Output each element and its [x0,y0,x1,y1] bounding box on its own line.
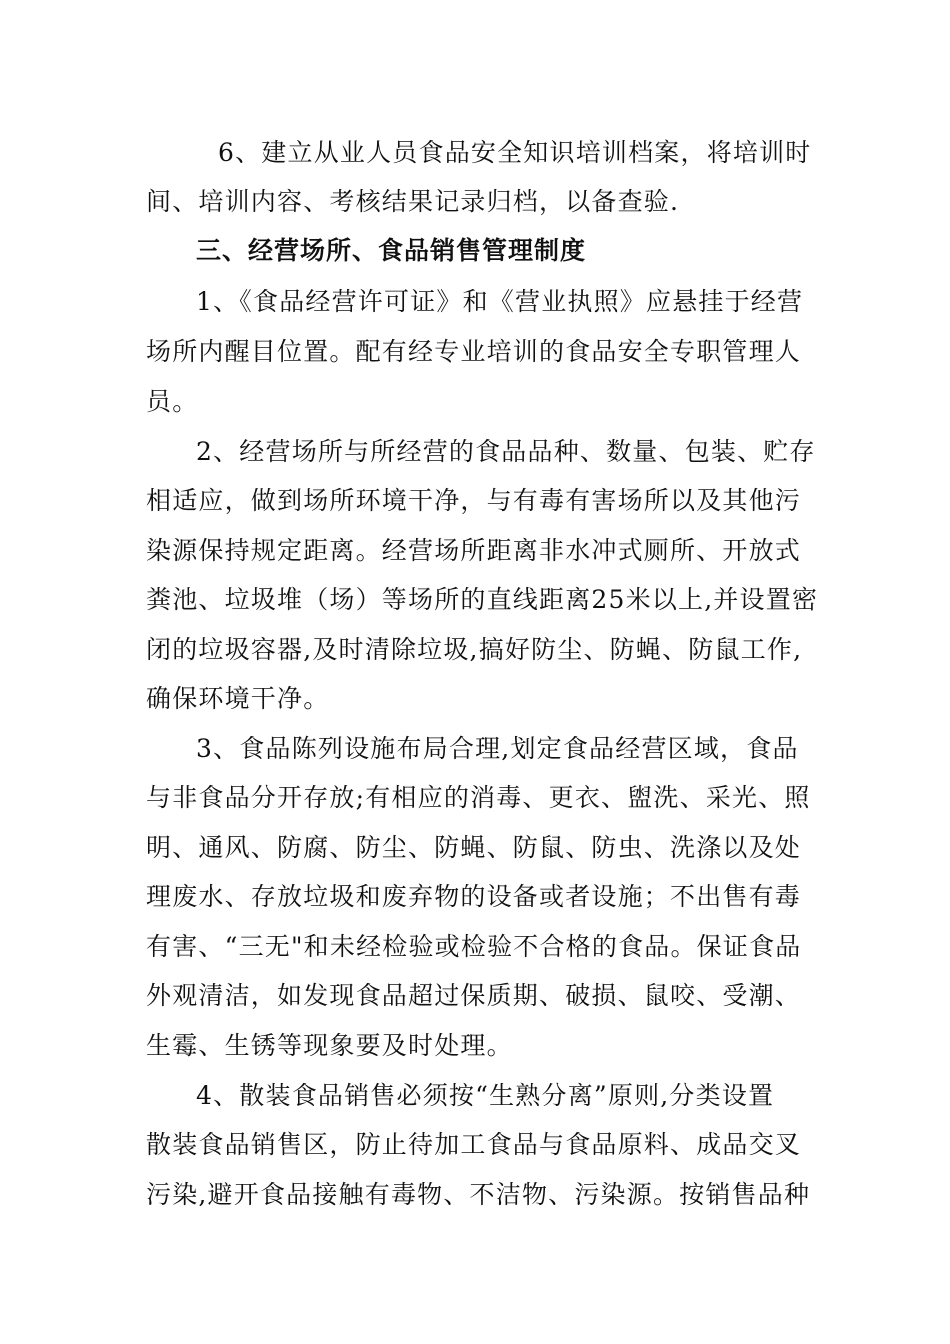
paragraph-6-line-1: 6、建立从业人员食品安全知识培训档案，将培训时 [218,138,812,167]
paragraph-2-line-1: 2、经营场所与所经营的食品品种、数量、包装、贮存 [196,437,816,466]
paragraph-4-line-1: 4、散装食品销售必须按“生熟分离”原则,分类设置 [196,1081,775,1110]
paragraph-2-line-6: 确保环境干净。 [146,684,330,713]
paragraph-1-line-3: 员。 [146,387,199,416]
paragraph-3-line-5: 有害、“三无"和未经检验或检验不合格的食品。保证食品 [146,932,802,961]
paragraph-2-line-4: 粪池、垃圾堆（场）等场所的直线距离25米以上,并设置密 [146,585,819,614]
paragraph-3-line-2: 与非食品分开存放;有相应的消毒、更衣、盥洗、采光、照 [146,783,811,812]
paragraph-3-line-4: 理废水、存放垃圾和废弃物的设备或者设施；不出售有毒 [146,882,802,911]
paragraph-3-line-1: 3、食品陈列设施布局合理,划定食品经营区域，食品 [196,734,799,763]
paragraph-1-line-2: 场所内醒目位置。配有经专业培训的食品安全专职管理人 [146,337,802,366]
paragraph-4-line-2: 散装食品销售区，防止待加工食品与食品原料、成品交叉 [146,1130,802,1159]
paragraph-3-line-3: 明、通风、防腐、防尘、防蝇、防鼠、防虫、洗涤以及处 [146,833,802,862]
paragraph-3-line-6: 外观清洁，如发现食品超过保质期、破损、鼠咬、受潮、 [146,981,802,1010]
paragraph-6-line-2: 间、培训内容、考核结果记录归档，以备查验. [146,187,680,216]
paragraph-2-line-2: 相适应，做到场所环境干净，与有毒有害场所以及其他污 [146,486,802,515]
paragraph-2-line-5: 闭的垃圾容器,及时清除垃圾,搞好防尘、防蝇、防鼠工作, [146,635,803,664]
section-heading: 三、经营场所、食品销售管理制度 [196,236,587,265]
paragraph-2-line-3: 染源保持规定距离。经营场所距离非水冲式厕所、开放式 [146,536,802,565]
paragraph-3-line-7: 生霉、生锈等现象要及时处理。 [146,1031,513,1060]
paragraph-4-line-3: 污染,避开食品接触有毒物、不洁物、污染源。按销售品种 [146,1180,811,1209]
paragraph-1-line-1: 1、《食品经营许可证》和《营业执照》应悬挂于经营 [196,287,804,316]
